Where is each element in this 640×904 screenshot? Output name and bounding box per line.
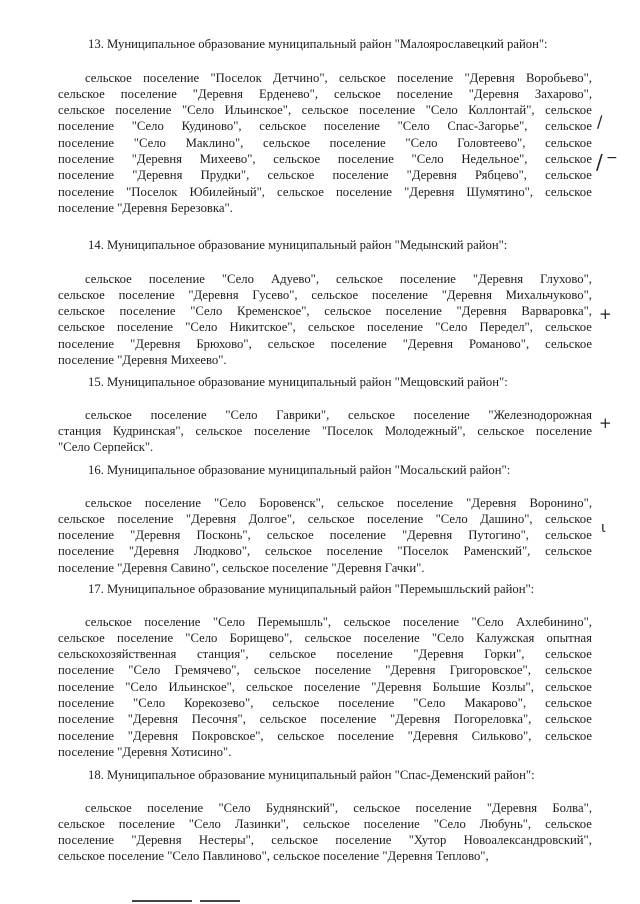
section-heading: 16. Муниципальное образование муниципальный район "Мосальский район":	[88, 463, 511, 477]
margin-mark: ι	[601, 520, 606, 536]
word: поселение	[150, 407, 207, 422]
paragraph-line	[58, 630, 592, 646]
word: поселение	[144, 495, 201, 510]
word: сельское	[58, 816, 105, 831]
word: поселение	[147, 800, 204, 815]
word: Шумятино",	[466, 184, 534, 199]
margin-mark: −	[606, 150, 618, 166]
paragraph-line	[58, 184, 592, 200]
paragraph-line	[58, 679, 592, 695]
word: "Село	[212, 614, 246, 629]
word: Новоалександровский",	[463, 833, 592, 848]
word: поселение	[143, 70, 200, 85]
word: поселение	[58, 119, 115, 134]
word: сельское	[272, 695, 320, 710]
word: "Деревня	[402, 336, 453, 351]
word: сельское	[348, 407, 395, 422]
word: сельское	[267, 336, 315, 351]
word: Захарово",	[534, 86, 592, 101]
paragraph-line	[58, 271, 592, 287]
word: "Поселок	[210, 70, 262, 85]
paragraph-line	[58, 662, 592, 678]
word: "Деревня	[464, 70, 515, 85]
word: "Село	[435, 320, 468, 335]
paragraph-line	[58, 728, 592, 744]
word: "Деревня	[188, 287, 239, 302]
word: Брюхово",	[196, 336, 252, 351]
word: Григоровское",	[449, 663, 531, 678]
word: Юбилейный",	[189, 184, 265, 199]
word: Долгое",	[248, 511, 296, 526]
word: поселение	[415, 800, 472, 815]
word: поселение	[335, 833, 392, 848]
word: "Село	[425, 103, 458, 118]
word: сельское	[85, 800, 132, 815]
paragraph-line	[58, 543, 592, 559]
paragraph-line	[58, 816, 592, 832]
word: "Село	[133, 135, 166, 150]
word: Романово",	[468, 336, 530, 351]
paragraph-line	[58, 695, 592, 711]
word: сельское	[545, 151, 592, 166]
word: поселение	[117, 511, 174, 526]
word: поселение	[58, 184, 115, 199]
section-heading: 14. Муниципальное образование муниципальный район "Медынский район":	[88, 238, 508, 252]
word: Рябцево",	[475, 168, 527, 183]
word: сельское	[343, 614, 391, 629]
word: "Железнодорожная	[488, 407, 592, 422]
word: "Поселок	[126, 184, 178, 199]
word: поселение	[58, 712, 115, 727]
word: сельское	[85, 495, 132, 510]
word: поселение	[58, 135, 115, 150]
word: Сильково",	[471, 728, 532, 743]
word: Недельное",	[461, 151, 528, 166]
section-13	[58, 36, 592, 216]
word: сельское	[324, 304, 372, 319]
word: "Деревня	[371, 679, 422, 694]
word: Варваровка",	[521, 304, 592, 319]
word: Буднянский",	[265, 800, 339, 815]
word: Корекозево",	[184, 695, 254, 710]
word: "Деревня	[456, 304, 507, 319]
word: Борищево",	[229, 630, 293, 645]
word: "Деревня	[406, 168, 457, 183]
word: "Село	[221, 271, 254, 286]
word: Детчино",	[273, 70, 328, 85]
word: сельское	[545, 663, 592, 678]
paragraph-line: поселение "Деревня Савино", сельское поселение "Деревня Гачки".	[58, 560, 425, 575]
paragraph-line	[58, 423, 592, 439]
word: Покровское",	[191, 728, 264, 743]
word: "Деревня	[441, 287, 492, 302]
word: поселение	[397, 495, 454, 510]
paragraph-line	[58, 407, 592, 423]
word: сельское	[545, 103, 592, 118]
word: сельское	[277, 184, 324, 199]
word: поселение	[335, 184, 392, 199]
word: "Деревня	[130, 528, 181, 543]
word: Гаврики",	[276, 407, 330, 422]
word: сельское	[545, 816, 592, 831]
word: Михальчуково",	[505, 287, 592, 302]
word: поселение	[120, 86, 177, 101]
word: "Деревня	[401, 528, 453, 543]
section-16	[58, 462, 592, 576]
word: поселение	[397, 70, 454, 85]
margin-mark: +	[599, 305, 612, 323]
word: поселение	[367, 320, 424, 335]
bottom-rule	[200, 900, 240, 902]
word: Болва",	[552, 800, 592, 815]
section-14	[58, 237, 592, 368]
word: Ахлебинино",	[516, 614, 592, 629]
word: "Село	[225, 407, 258, 422]
word: сельское	[58, 103, 105, 118]
word: поселение	[117, 630, 174, 645]
paragraph-line	[58, 70, 592, 86]
word: поселение	[337, 151, 394, 166]
word: "Село	[413, 695, 446, 710]
word: "Деревня	[468, 86, 519, 101]
word: Кудринская",	[112, 423, 184, 438]
word: поселение	[115, 103, 172, 118]
word: поселение	[359, 103, 416, 118]
word: "Село	[471, 614, 504, 629]
word: "Село	[131, 119, 164, 134]
word: Козлы",	[491, 679, 534, 694]
word: "Село	[214, 495, 247, 510]
section-17	[58, 581, 592, 760]
word: сельское	[545, 695, 592, 710]
word: поселение	[332, 168, 389, 183]
word: "Село	[405, 135, 438, 150]
word: "Деревня	[486, 800, 538, 815]
word: "Деревня	[404, 184, 455, 199]
word: "Деревня	[407, 728, 458, 743]
word: "Деревня	[127, 728, 178, 743]
margin-mark: /	[596, 150, 603, 174]
word: сельское	[271, 833, 319, 848]
word: сельское	[545, 712, 592, 727]
word: поселение	[58, 336, 115, 351]
word: "Село	[188, 816, 221, 831]
word: сельское	[58, 304, 105, 319]
word: Ильинское",	[168, 679, 235, 694]
word: Калужская	[476, 630, 535, 645]
word: сельское	[85, 407, 132, 422]
section-18	[58, 767, 592, 865]
word: "Село	[185, 630, 218, 645]
word: поселение	[58, 679, 115, 694]
paragraph-line	[58, 495, 592, 511]
word: поселение	[58, 663, 115, 678]
word: поселение	[385, 304, 442, 319]
word: "Деревня	[130, 336, 181, 351]
word: "Деревня	[192, 86, 243, 101]
word: Никитское",	[229, 320, 296, 335]
word: поселение	[326, 544, 383, 559]
section-heading: 17. Муниципальное образование муниципальный район "Перемышльский район":	[88, 582, 535, 596]
word: сельское	[304, 630, 352, 645]
word: сельское	[267, 168, 315, 183]
word: поселение	[535, 423, 592, 438]
paragraph-line	[58, 287, 592, 303]
paragraph-line: сельское поселение "Село Павлиново", сельское поселение "Деревня Теплово",	[58, 849, 489, 864]
paragraph-line: "Село Серпейск".	[58, 440, 154, 455]
word: "Село	[125, 679, 158, 694]
word: сельское	[477, 423, 525, 438]
section-heading: 13. Муниципальное образование муниципальный район "Малоярославецкий район":	[88, 37, 548, 51]
word: Ерденево",	[258, 86, 318, 101]
word: Раменский",	[463, 544, 531, 559]
word: поселение	[329, 135, 386, 150]
word: Гусево",	[252, 287, 298, 302]
paragraph-line	[58, 832, 592, 848]
word: "Деревня	[127, 712, 179, 727]
word: Передел",	[479, 320, 533, 335]
word: поселение	[330, 336, 387, 351]
word: "Деревня	[132, 168, 183, 183]
paragraph-line	[58, 614, 592, 630]
word: Молодежный",	[384, 423, 466, 438]
word: сельское	[85, 271, 132, 286]
word: сельское	[545, 135, 592, 150]
word: Песочня",	[191, 712, 246, 727]
bottom-rule	[132, 900, 192, 902]
word: сельское	[301, 103, 349, 118]
word: сельское	[266, 528, 314, 543]
word: Кудиново",	[181, 119, 242, 134]
word: поселение	[58, 695, 115, 710]
word: сельское	[58, 86, 105, 101]
word: "Деревня	[385, 663, 436, 678]
word: Прудки",	[200, 168, 250, 183]
word: сельское	[336, 271, 383, 286]
paragraph-line	[58, 102, 592, 118]
paragraph-line	[58, 527, 592, 543]
word: сельское	[273, 151, 321, 166]
word: сельское	[545, 528, 592, 543]
word: сельское	[58, 320, 105, 335]
word: поселение	[58, 528, 115, 543]
word: Воронино",	[529, 495, 592, 510]
word: сельское	[253, 663, 301, 678]
word: поселение	[363, 630, 420, 645]
section-heading: 18. Муниципальное образование муниципальный район "Спас-Деменский район":	[88, 768, 535, 782]
word: сельское	[545, 647, 592, 662]
word: поселение	[58, 544, 115, 559]
word: сельское	[545, 728, 592, 743]
word: сельское	[259, 119, 307, 134]
word: поселение	[58, 168, 115, 183]
paragraph-line	[58, 511, 592, 527]
paragraph-line	[58, 167, 592, 183]
word: поселение	[144, 614, 201, 629]
word: "Село	[433, 816, 466, 831]
word: "Село	[435, 511, 468, 526]
paragraph-line	[58, 303, 592, 319]
word: поселение	[58, 728, 115, 743]
word: сельское	[58, 511, 105, 526]
word: сельское	[307, 511, 355, 526]
word: Людково",	[193, 544, 251, 559]
word: Дашино",	[480, 511, 533, 526]
word: поселение	[337, 728, 394, 743]
word: станция",	[196, 647, 249, 662]
word: "Деревня	[472, 271, 524, 286]
word: "Село	[190, 304, 223, 319]
word: поселение	[336, 647, 393, 662]
word: сельское	[195, 423, 243, 438]
word: сельское	[311, 287, 359, 302]
paragraph-line: поселение "Деревня Березовка".	[58, 200, 233, 215]
word: Боровенск",	[259, 495, 325, 510]
word: сельское	[58, 287, 105, 302]
word: поселение	[371, 287, 428, 302]
word: Нестеры",	[198, 833, 254, 848]
word: станция	[58, 423, 102, 438]
word: поселение	[323, 119, 380, 134]
word: поселение	[119, 304, 176, 319]
word: поселение	[367, 511, 424, 526]
word: сельское	[307, 320, 355, 335]
word: "Село	[181, 103, 215, 118]
word: Ильинское",	[224, 103, 292, 118]
word: "Село	[431, 630, 464, 645]
word: "Деревня	[131, 151, 182, 166]
word: поселение	[118, 287, 175, 302]
word: "Деревня	[131, 833, 182, 848]
word: "Деревня	[128, 544, 180, 559]
paragraph-line	[58, 711, 592, 727]
word: сельское	[338, 70, 386, 85]
word: Маклино",	[185, 135, 244, 150]
paragraph-line	[58, 151, 592, 167]
word: "Село	[133, 695, 166, 710]
word: поселение	[338, 695, 395, 710]
word: поселение	[363, 816, 420, 831]
word: поселение	[58, 151, 115, 166]
word: сельское	[58, 630, 105, 645]
word: поселение	[320, 712, 377, 727]
word: Глухово",	[540, 271, 592, 286]
word: "Село	[397, 119, 430, 134]
paragraph-line	[58, 135, 592, 151]
section-heading: 15. Муниципальное образование муниципальный район "Мещовский район":	[88, 375, 508, 389]
word: Гремячево",	[174, 663, 240, 678]
word: Любунь",	[479, 816, 532, 831]
word: сельское	[545, 184, 592, 199]
word: Погореловка",	[453, 712, 532, 727]
word: "Поселок	[397, 544, 449, 559]
word: сельское	[545, 679, 592, 694]
word: поселение	[254, 423, 311, 438]
word: сельское	[277, 728, 325, 743]
word: поселение	[148, 271, 205, 286]
section-15	[58, 374, 592, 455]
word: Адуево",	[270, 271, 320, 286]
word: Макарово",	[464, 695, 527, 710]
word: сельское	[263, 135, 310, 150]
word: поселение	[304, 679, 361, 694]
word: сельское	[545, 168, 592, 183]
word: сельское	[353, 800, 401, 815]
word: сельское	[85, 614, 132, 629]
word: Путогино",	[468, 528, 529, 543]
paragraph-line	[58, 319, 592, 335]
word: поселение	[329, 528, 386, 543]
word: "Деревня	[466, 495, 517, 510]
word: опытная	[546, 630, 592, 645]
word: "Поселок	[321, 423, 374, 438]
margin-mark: /	[597, 112, 603, 131]
word: "Село	[185, 320, 218, 335]
word: сельское	[333, 86, 381, 101]
word: "Село	[128, 663, 161, 678]
word: поселение	[118, 816, 175, 831]
word: Перемышль",	[257, 614, 332, 629]
word: сельское	[545, 544, 592, 559]
word: Головтеево",	[457, 135, 526, 150]
word: Посконь",	[196, 528, 251, 543]
paragraph-line	[58, 86, 592, 102]
word: Коллонтай",	[468, 103, 535, 118]
word: сельское	[337, 495, 384, 510]
paragraph-line: поселение "Деревня Михеево".	[58, 352, 227, 367]
paragraph-line	[58, 336, 592, 352]
word: поселение	[396, 86, 453, 101]
word: "Село	[411, 151, 444, 166]
word: Большие	[432, 679, 481, 694]
word: поселение	[314, 663, 372, 678]
word: "Деревня	[413, 647, 464, 662]
paragraph-line	[58, 646, 592, 662]
word: сельскохозяйственная	[58, 647, 177, 662]
word: "Хутор	[408, 833, 447, 848]
word: сельское	[545, 336, 592, 351]
word: сельское	[269, 647, 316, 662]
paragraph-line: поселение "Деревня Хотисино".	[58, 744, 232, 759]
margin-mark: +	[599, 414, 612, 432]
word: поселение	[399, 271, 456, 286]
word: Кременское",	[237, 304, 310, 319]
paragraph-line	[58, 118, 592, 134]
paragraph-line	[58, 800, 592, 816]
word: "Деревня	[390, 712, 441, 727]
word: сельское	[264, 544, 312, 559]
word: Воробьево",	[525, 70, 592, 85]
word: "Село	[218, 800, 251, 815]
word: Лазинки",	[234, 816, 289, 831]
word: поселение	[413, 407, 470, 422]
word: сельское	[302, 816, 350, 831]
word: поселение	[58, 833, 115, 848]
word: сельское	[545, 511, 592, 526]
word: поселение	[117, 320, 174, 335]
word: Спас-Загорье",	[447, 119, 528, 134]
word: "Деревня	[185, 511, 237, 526]
word: сельское	[259, 712, 307, 727]
word: сельское	[545, 119, 592, 134]
word: сельское	[246, 679, 293, 694]
word: поселение	[402, 614, 459, 629]
word: Михеево",	[199, 151, 256, 166]
word: Горки",	[484, 647, 525, 662]
word: сельское	[85, 70, 132, 85]
word: сельское	[545, 320, 592, 335]
